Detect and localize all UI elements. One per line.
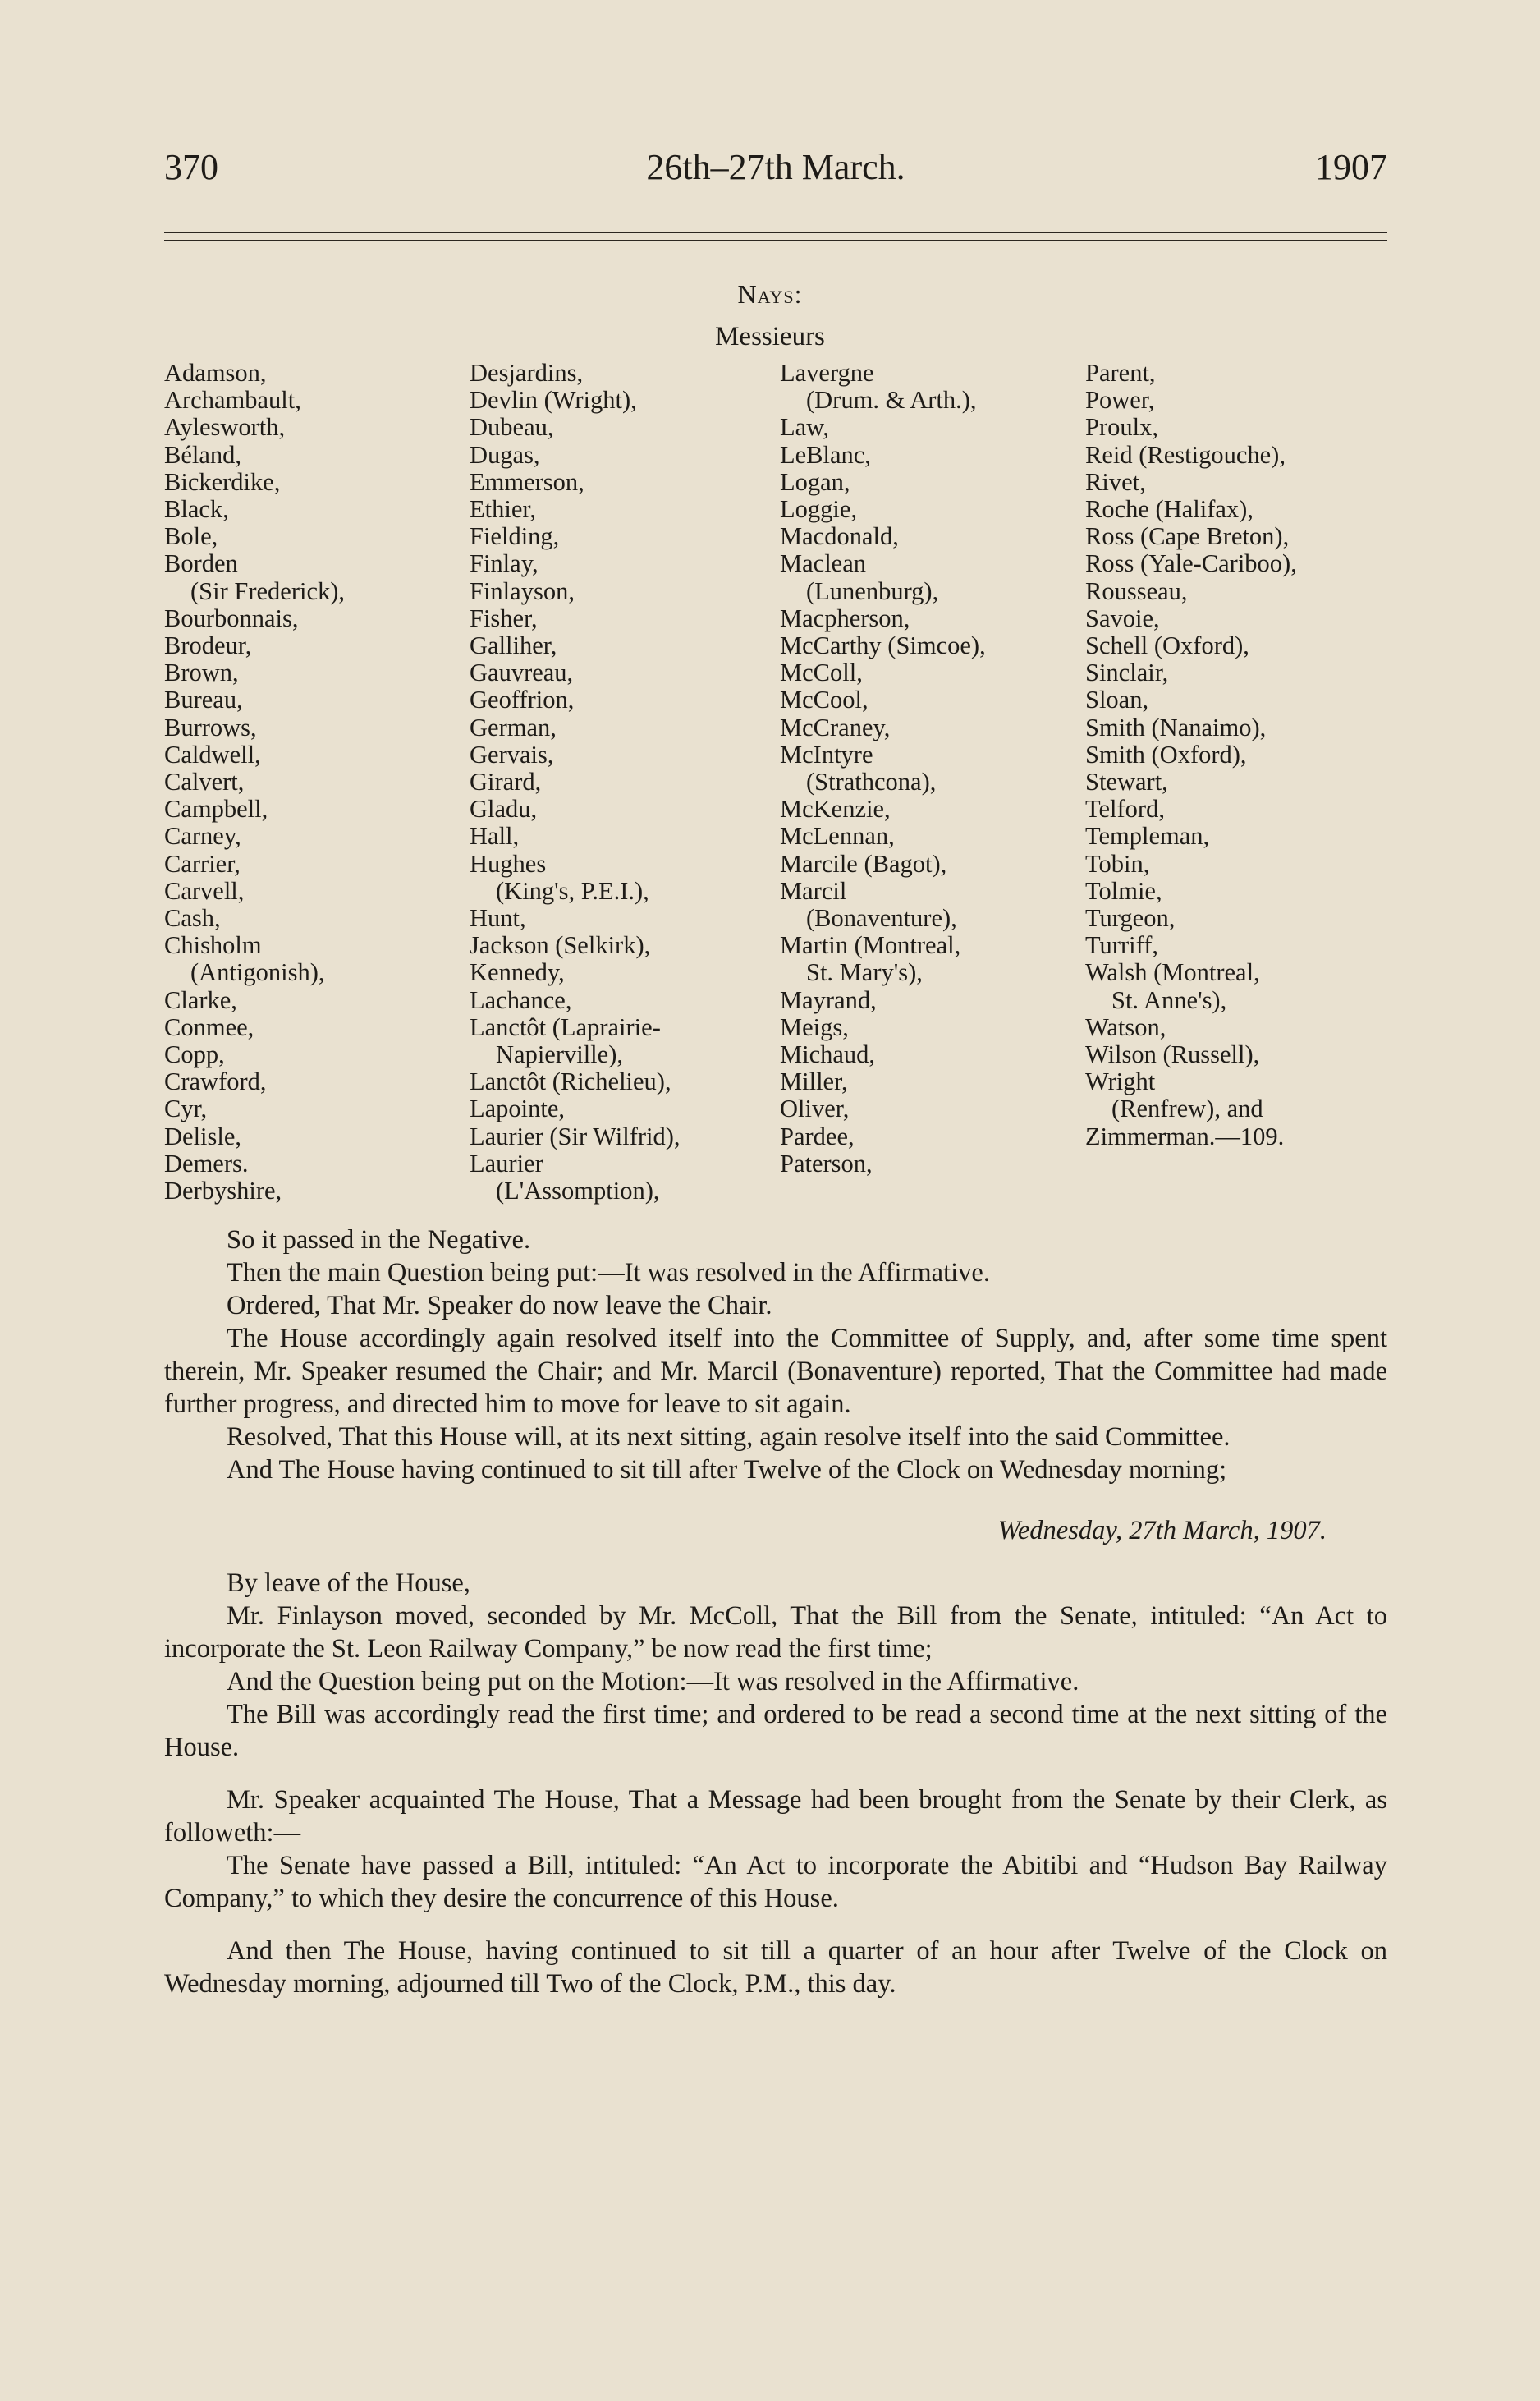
paragraph: So it passed in the Negative. — [227, 1225, 531, 1255]
member-name: Laurier (Sir Wilfrid), — [470, 1122, 681, 1150]
member-name: Gervais, — [470, 740, 554, 769]
paragraph: Then the main Question being put:—It was resolved in the Affirmative. — [227, 1258, 990, 1288]
member-name: Jackson (Selkirk), — [470, 931, 651, 960]
member-name: Maclean — [780, 549, 866, 578]
member-name: Schell (Oxford), — [1085, 631, 1249, 660]
header-rule-top — [164, 232, 1387, 233]
member-name: McCarthy (Simcoe), — [780, 631, 986, 660]
member-name: Wilson (Russell), — [1085, 1040, 1260, 1069]
member-name: McKenzie, — [780, 795, 891, 824]
member-name: (Strathcona), — [806, 768, 937, 797]
proceedings-body — [164, 1223, 1387, 2000]
member-name: Caldwell, — [164, 740, 261, 769]
member-name: Savoie, — [1085, 604, 1160, 632]
member-name: Power, — [1085, 386, 1155, 415]
member-name: Bickerdike, — [164, 467, 281, 496]
member-name: McColl, — [780, 659, 863, 687]
member-name: Gauvreau, — [470, 659, 574, 687]
member-name: Pardee, — [780, 1122, 855, 1150]
member-name: McLennan, — [780, 822, 895, 851]
member-name: Dugas, — [470, 440, 540, 469]
nays-column-3 — [780, 360, 986, 1178]
member-name: Ross (Yale-Cariboo), — [1085, 549, 1297, 578]
member-name: Fielding, — [470, 522, 560, 551]
member-name: Lanctôt (Laprairie- — [470, 1012, 661, 1041]
nays-column-1 — [164, 360, 345, 1205]
paragraph: The Bill was accordingly read the first time; and ordered to be read a second time at the next sitting of the House. — [164, 1700, 1387, 1762]
member-name: Marcil — [780, 876, 847, 905]
member-name: Derbyshire, — [164, 1177, 282, 1205]
member-name: Calvert, — [164, 768, 245, 797]
paragraph: And the Question being put on the Motion:—It was resolved in the Affirmative. — [227, 1667, 1079, 1696]
member-name: Bole, — [164, 522, 218, 551]
member-name: Hall, — [470, 822, 520, 851]
member-name: Archambault, — [164, 386, 301, 415]
member-name: Crawford, — [164, 1067, 267, 1096]
nays-column-4 — [1085, 360, 1297, 1150]
member-name: Marcile (Bagot), — [780, 849, 947, 878]
paragraph: And then The House, having continued to sit till a quarter of an hour after Twelve of the Clock on Wednesday morning, adjourned till Two of the Clock, P.M., this day. — [164, 1936, 1387, 1999]
member-name: Conmee, — [164, 1012, 254, 1041]
member-name: Tobin, — [1085, 849, 1150, 878]
paragraph: Ordered, That Mr. Speaker do now leave the Chair. — [227, 1291, 772, 1320]
member-name: Béland, — [164, 440, 242, 469]
member-name: LeBlanc, — [780, 440, 871, 469]
paragraph: Resolved, That this House will, at its next sitting, again resolve itself into the said Committee. — [227, 1422, 1231, 1452]
member-name: Oliver, — [780, 1095, 850, 1123]
member-name: Delisle, — [164, 1122, 242, 1150]
member-name: Macdonald, — [780, 522, 899, 551]
member-name: (Bonaventure), — [806, 904, 957, 933]
member-name: Wright — [1085, 1067, 1156, 1096]
member-name: Lavergne — [780, 359, 874, 387]
member-name: Sloan, — [1085, 686, 1149, 714]
member-name: Cyr, — [164, 1095, 208, 1123]
member-name: Smith (Nanaimo), — [1085, 713, 1267, 741]
member-name: Paterson, — [780, 1149, 873, 1178]
member-name: St. Mary's), — [806, 958, 923, 987]
member-name: Telford, — [1085, 795, 1165, 824]
member-name: Cash, — [164, 904, 221, 933]
header-rule-bottom — [164, 240, 1387, 241]
member-name: (Renfrew), and — [1111, 1095, 1263, 1123]
paragraph: The House accordingly again resolved itself into the Committee of Supply, and, after some time spent therein, Mr. Speaker resumed the Chair; and Mr. Marcil (Bonaventure) reported, That the Committee had made further progress, and directed him to move for leave to sit again. — [164, 1324, 1387, 1419]
header-year: 1907 — [1315, 147, 1387, 187]
paragraph: Mr. Finlayson moved, seconded by Mr. McColl, That the Bill from the Senate, intituled: “An Act to incorporate the St. Leon Railway Company,” be now read the first time; — [164, 1601, 1387, 1664]
member-name: Dubeau, — [470, 413, 554, 442]
member-name: Adamson, — [164, 359, 267, 387]
member-name: Martin (Montreal, — [780, 931, 961, 960]
member-name: (Antigonish), — [190, 958, 325, 987]
header-date: 26th–27th March. — [646, 147, 905, 187]
member-name: St. Anne's), — [1111, 985, 1227, 1014]
member-name: Carvell, — [164, 876, 245, 905]
page-number: 370 — [164, 147, 218, 187]
member-name: Watson, — [1085, 1012, 1166, 1041]
member-name: Templeman, — [1085, 822, 1210, 851]
sitting-date: Wednesday, 27th March, 1907. — [997, 1516, 1327, 1545]
paragraph: And The House having continued to sit till after Twelve of the Clock on Wednesday morning; — [227, 1455, 1227, 1485]
member-name: Desjardins, — [470, 359, 584, 387]
member-name: Brown, — [164, 659, 239, 687]
member-name: Aylesworth, — [164, 413, 286, 442]
member-name: Turgeon, — [1085, 904, 1176, 933]
member-name: Fisher, — [470, 604, 538, 632]
member-name: McCool, — [780, 686, 869, 714]
member-name: Michaud, — [780, 1040, 876, 1069]
member-name: Hunt, — [470, 904, 526, 933]
member-name: Demers. — [164, 1149, 249, 1178]
paragraph: The Senate have passed a Bill, intituled: “An Act to incorporate the Abitibi and “Hudson Bay Railway Company,” to which they desire the concurrence of this House. — [164, 1851, 1387, 1913]
member-name: Rivet, — [1085, 467, 1146, 496]
member-name: Miller, — [780, 1067, 848, 1096]
member-name: Meigs, — [780, 1012, 849, 1041]
member-name: Parent, — [1085, 359, 1156, 387]
member-name: Girard, — [470, 768, 542, 797]
member-name: Zimmerman.—109. — [1085, 1122, 1285, 1150]
member-name: (L'Assomption), — [496, 1177, 660, 1205]
nays-subtitle: Messieurs — [715, 322, 825, 351]
paragraph: Mr. Speaker acquainted The House, That a Message had been brought from the Senate by their Clerk, as followeth:— — [164, 1785, 1387, 1848]
member-name: Chisholm — [164, 931, 262, 960]
member-name: Proulx, — [1085, 413, 1158, 442]
member-name: Napierville), — [496, 1040, 623, 1069]
member-name: Law, — [780, 413, 829, 442]
member-name: Bourbonnais, — [164, 604, 299, 632]
member-name: Carney, — [164, 822, 241, 851]
member-name: McIntyre — [780, 740, 873, 769]
nays-title: Nays: — [737, 279, 803, 309]
member-name: Hughes — [470, 849, 547, 878]
member-name: Devlin (Wright), — [470, 386, 637, 415]
page-header — [164, 146, 1387, 204]
member-name: Stewart, — [1085, 768, 1168, 797]
member-name: (Drum. & Arth.), — [806, 386, 977, 415]
member-name: German, — [470, 713, 557, 741]
member-name: (Sir Frederick), — [190, 576, 346, 605]
member-name: Macpherson, — [780, 604, 910, 632]
member-name: Roche (Halifax), — [1085, 495, 1254, 524]
member-name: Turriff, — [1085, 931, 1158, 960]
member-name: Mayrand, — [780, 985, 877, 1014]
member-name: Loggie, — [780, 495, 858, 524]
member-name: Geoffrion, — [470, 686, 575, 714]
nays-column-2 — [470, 360, 681, 1205]
member-name: Campbell, — [164, 795, 268, 824]
member-name: Lanctôt (Richelieu), — [470, 1067, 671, 1096]
member-name: Clarke, — [164, 985, 237, 1014]
member-name: Brodeur, — [164, 631, 252, 660]
member-name: Lapointe, — [470, 1095, 566, 1123]
member-name: Kennedy, — [470, 958, 565, 987]
member-name: Smith (Oxford), — [1085, 740, 1247, 769]
member-name: Black, — [164, 495, 229, 524]
member-name: Ross (Cape Breton), — [1085, 522, 1290, 551]
member-name: Emmerson, — [470, 467, 584, 496]
member-name: Carrier, — [164, 849, 241, 878]
member-name: Bureau, — [164, 686, 243, 714]
member-name: Finlayson, — [470, 576, 575, 605]
member-name: (King's, P.E.I.), — [496, 876, 649, 905]
member-name: Galliher, — [470, 631, 557, 660]
member-name: McCraney, — [780, 713, 891, 741]
member-name: Laurier — [470, 1149, 543, 1178]
member-name: Rousseau, — [1085, 576, 1188, 605]
paragraph: By leave of the House, — [227, 1568, 470, 1598]
member-name: Borden — [164, 549, 238, 578]
member-name: (Lunenburg), — [806, 576, 939, 605]
member-name: Lachance, — [470, 985, 572, 1014]
member-name: Copp, — [164, 1040, 225, 1069]
member-name: Walsh (Montreal, — [1085, 958, 1260, 987]
member-name: Gladu, — [470, 795, 538, 824]
member-name: Logan, — [780, 467, 850, 496]
member-name: Finlay, — [470, 549, 539, 578]
member-name: Burrows, — [164, 713, 257, 741]
member-name: Sinclair, — [1085, 659, 1169, 687]
member-name: Reid (Restigouche), — [1085, 440, 1286, 469]
member-name: Ethier, — [470, 495, 536, 524]
member-name: Tolmie, — [1085, 876, 1162, 905]
